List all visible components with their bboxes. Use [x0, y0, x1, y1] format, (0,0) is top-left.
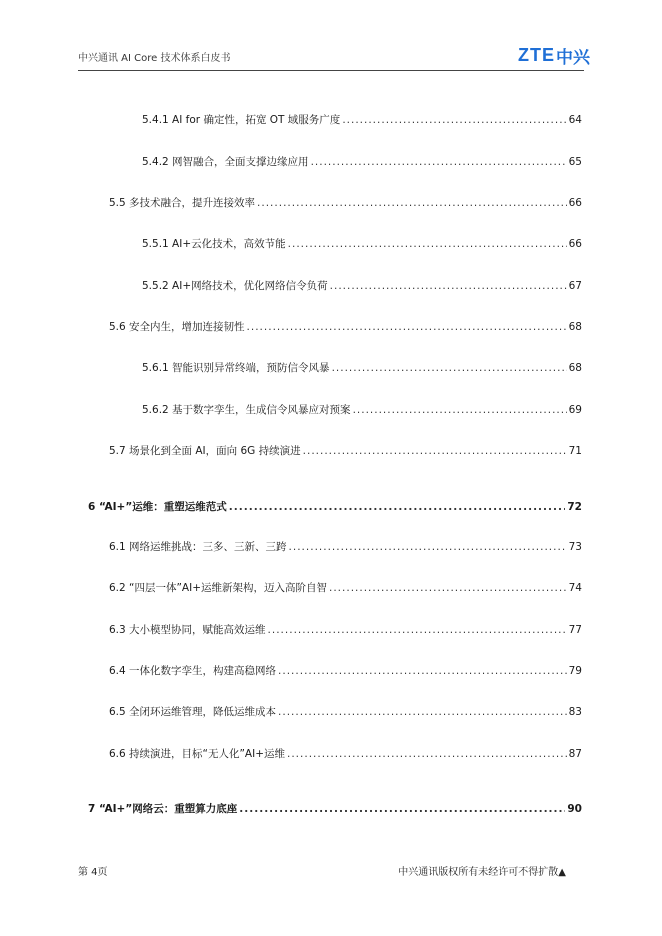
toc-entry[interactable] — [142, 403, 582, 417]
toc-entry-title: 6.4 一体化数字孪生，构建高稳网络 — [109, 665, 277, 677]
toc-entry-page: 64 — [568, 114, 582, 126]
toc-entry-title: 5.6.2 基于数字孪生，生成信令风暴应对预案 — [142, 404, 351, 416]
toc-chapter-entry[interactable] — [88, 500, 582, 514]
toc-leader-dots — [342, 113, 566, 127]
toc-entry-title: 5.4.2 网智融合，全面支撑边缘应用 — [142, 156, 309, 168]
toc-entry-title: 6.1 网络运维挑战：三多、三新、三跨 — [109, 541, 287, 553]
toc-entry-page: 87 — [568, 748, 582, 760]
toc-leader-dots — [247, 320, 567, 334]
toc-entry-title: 6 “AI+”运维：重塑运维范式 — [88, 501, 227, 513]
toc-entry[interactable] — [142, 279, 582, 293]
copyright-notice: 中兴通讯版权所有未经许可不得扩散▲ — [398, 867, 566, 878]
toc-entry-page: 67 — [568, 280, 582, 292]
toc-entry[interactable] — [109, 705, 582, 719]
toc-entry-title: 5.7 场景化到全面 AI，面向 6G 持续演进 — [109, 445, 301, 457]
toc-entry-page: 72 — [567, 501, 582, 513]
toc-entry-page: 71 — [568, 445, 582, 457]
toc-entry-page: 66 — [568, 197, 582, 209]
toc-leader-dots — [278, 705, 567, 719]
toc-entry[interactable] — [109, 196, 582, 210]
toc-entry-page: 68 — [568, 321, 582, 333]
toc-leader-dots — [332, 361, 567, 375]
toc-entry[interactable] — [109, 320, 582, 334]
toc-entry-title: 6.3 大小模型协同，赋能高效运维 — [109, 624, 266, 636]
toc-entry-page: 74 — [568, 582, 582, 594]
toc-leader-dots — [229, 500, 566, 514]
page-number: 第 4页 — [78, 867, 108, 878]
toc-leader-dots — [303, 444, 567, 458]
toc-entry-page: 90 — [567, 803, 582, 815]
toc-leader-dots — [289, 540, 567, 554]
toc-entry-page: 79 — [568, 665, 582, 677]
toc-entry-page: 65 — [568, 156, 582, 168]
toc-entry-title: 5.5.1 AI+云化技术，高效节能 — [142, 238, 286, 250]
toc-leader-dots — [353, 403, 567, 417]
toc-entry[interactable] — [142, 155, 582, 169]
toc-entry[interactable] — [109, 747, 582, 761]
toc-leader-dots — [239, 802, 565, 816]
toc-entry[interactable] — [142, 361, 582, 375]
toc-leader-dots — [287, 747, 567, 761]
toc-entry-page: 66 — [568, 238, 582, 250]
toc-entry[interactable] — [109, 664, 582, 678]
toc-entry[interactable] — [109, 623, 582, 637]
toc-entry[interactable] — [142, 113, 582, 127]
toc-entry-page: 77 — [568, 624, 582, 636]
document-title: 中兴通讯 AI Core 技术体系白皮书 — [78, 53, 231, 64]
toc-entry-title: 6.2 “四层一体”AI+运维新架构，迈入高阶自智 — [109, 582, 327, 594]
toc-entry[interactable] — [109, 581, 582, 595]
toc-entry-title: 6.5 全闭环运维管理，降低运维成本 — [109, 706, 277, 718]
toc-chapter-entry[interactable] — [88, 802, 582, 816]
toc-entry[interactable] — [109, 444, 582, 458]
toc-entry[interactable] — [142, 237, 582, 251]
toc-entry-title: 5.4.1 AI for 确定性，拓宽 OT 域服务广度 — [142, 114, 341, 126]
logo-text-cjk: 中兴 — [556, 47, 590, 68]
logo-text-latin: ZTE — [518, 44, 555, 65]
toc-leader-dots — [330, 279, 567, 293]
toc-entry-title: 5.5 多技术融合，提升连接效率 — [109, 197, 256, 209]
toc-entry-page: 73 — [568, 541, 582, 553]
toc-entry-page: 68 — [568, 362, 582, 374]
toc-leader-dots — [268, 623, 567, 637]
toc-entry-title: 6.6 持续演进，目标“无人化”AI+运维 — [109, 748, 285, 760]
toc-entry-title: 5.6.1 智能识别异常终端，预防信令风暴 — [142, 362, 330, 374]
toc-leader-dots — [288, 237, 567, 251]
toc-entry-title: 5.5.2 AI+网络技术，优化网络信令负荷 — [142, 280, 328, 292]
toc-leader-dots — [329, 581, 567, 595]
toc-entry-title: 5.6 安全内生，增加连接韧性 — [109, 321, 245, 333]
toc-entry[interactable] — [109, 540, 582, 554]
toc-entry-title: 7 “AI+”网络云：重塑算力底座 — [88, 803, 238, 815]
toc-leader-dots — [257, 196, 567, 210]
toc-leader-dots — [278, 664, 567, 678]
toc-entry-page: 83 — [568, 706, 582, 718]
toc-entry-page: 69 — [568, 404, 582, 416]
toc-leader-dots — [311, 155, 567, 169]
